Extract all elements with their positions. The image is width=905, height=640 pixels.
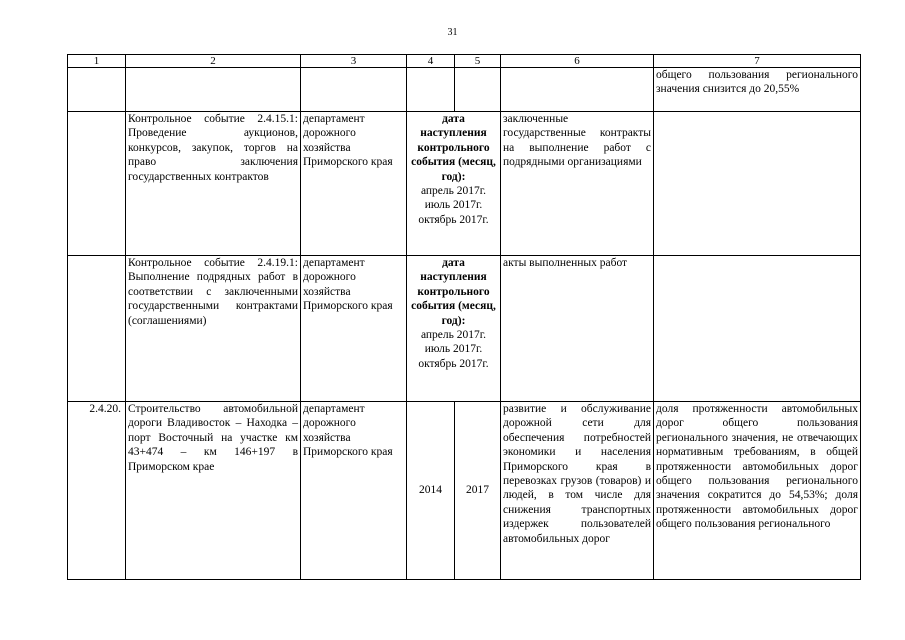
event-date-heading: дата наступления контрольного события (месяц, год):	[411, 113, 496, 183]
result-cell	[501, 68, 654, 112]
event-name-cell: Контрольное событие 2.4.15.1: Проведение аукционов, конкурсов, закупок, торгов на право заключения государственных контрактов	[126, 112, 301, 256]
end-year-cell	[455, 68, 501, 112]
row-number-cell	[68, 256, 126, 402]
event-dates: апрель 2017г. июль 2017г. октябрь 2017г.	[418, 185, 489, 226]
row-number-cell	[68, 68, 126, 112]
start-year-cell	[407, 68, 455, 112]
table-row	[68, 256, 861, 402]
table-row	[68, 112, 861, 256]
responsible-cell: департамент дорожного хозяйства Приморского края	[301, 402, 407, 580]
event-date-heading: дата наступления контрольного события (месяц, год):	[411, 257, 496, 327]
column-number: 7	[654, 55, 861, 68]
event-name-cell: Строительство автомобильной дороги Владивосток – Находка – порт Восточный на участке км 43+474 – км 146+197 в Приморском крае	[126, 402, 301, 580]
responsible-cell	[301, 68, 407, 112]
indicator-cell: доля протяженности автомобильных дорог общего пользования регионального значения, не отвечающих нормативным требованиям, в общей протяженности автомобильных дорог общего пользования регионального значения сократится до 54,53%; доля протяженности автомобильных дорог общего пользования регионального	[654, 402, 861, 580]
start-year-cell: 2014	[407, 402, 455, 580]
table-row	[68, 402, 861, 580]
table-row	[68, 68, 861, 112]
responsible-cell: департамент дорожного хозяйства Приморского края	[301, 256, 407, 402]
column-number: 4	[407, 55, 455, 68]
row-number-cell	[68, 112, 126, 256]
responsible-cell: департамент дорожного хозяйства Приморского края	[301, 112, 407, 256]
column-number-row	[68, 55, 861, 68]
row-number-cell: 2.4.20.	[68, 402, 126, 580]
column-number: 2	[126, 55, 301, 68]
event-name-cell	[126, 68, 301, 112]
result-cell: акты выполненных работ	[501, 256, 654, 402]
column-number: 6	[501, 55, 654, 68]
column-number: 5	[455, 55, 501, 68]
event-date-cell	[407, 256, 501, 402]
result-cell: заключенные государственные контракты на выполнение работ с подрядными организациями	[501, 112, 654, 256]
indicator-cell: общего пользования регионального значения снизится до 20,55%	[654, 68, 861, 112]
event-dates: апрель 2017г. июль 2017г. октябрь 2017г.	[418, 329, 489, 370]
indicator-cell	[654, 112, 861, 256]
event-date-cell	[407, 112, 501, 256]
event-name-cell: Контрольное событие 2.4.19.1: Выполнение подрядных работ в соответствии с заключенными государственными контрактами (соглашениями)	[126, 256, 301, 402]
page-number: 31	[447, 27, 458, 38]
program-table	[67, 54, 861, 580]
end-year-cell: 2017	[455, 402, 501, 580]
column-number: 1	[68, 55, 126, 68]
result-cell: развитие и обслуживание дорожной сети для обеспечения потребностей экономики и населения Приморского края в перевозках грузов (товаров) и людей, в том числе для снижения транспортных издержек пользователей автомобильных дорог	[501, 402, 654, 580]
indicator-cell	[654, 256, 861, 402]
column-number: 3	[301, 55, 407, 68]
